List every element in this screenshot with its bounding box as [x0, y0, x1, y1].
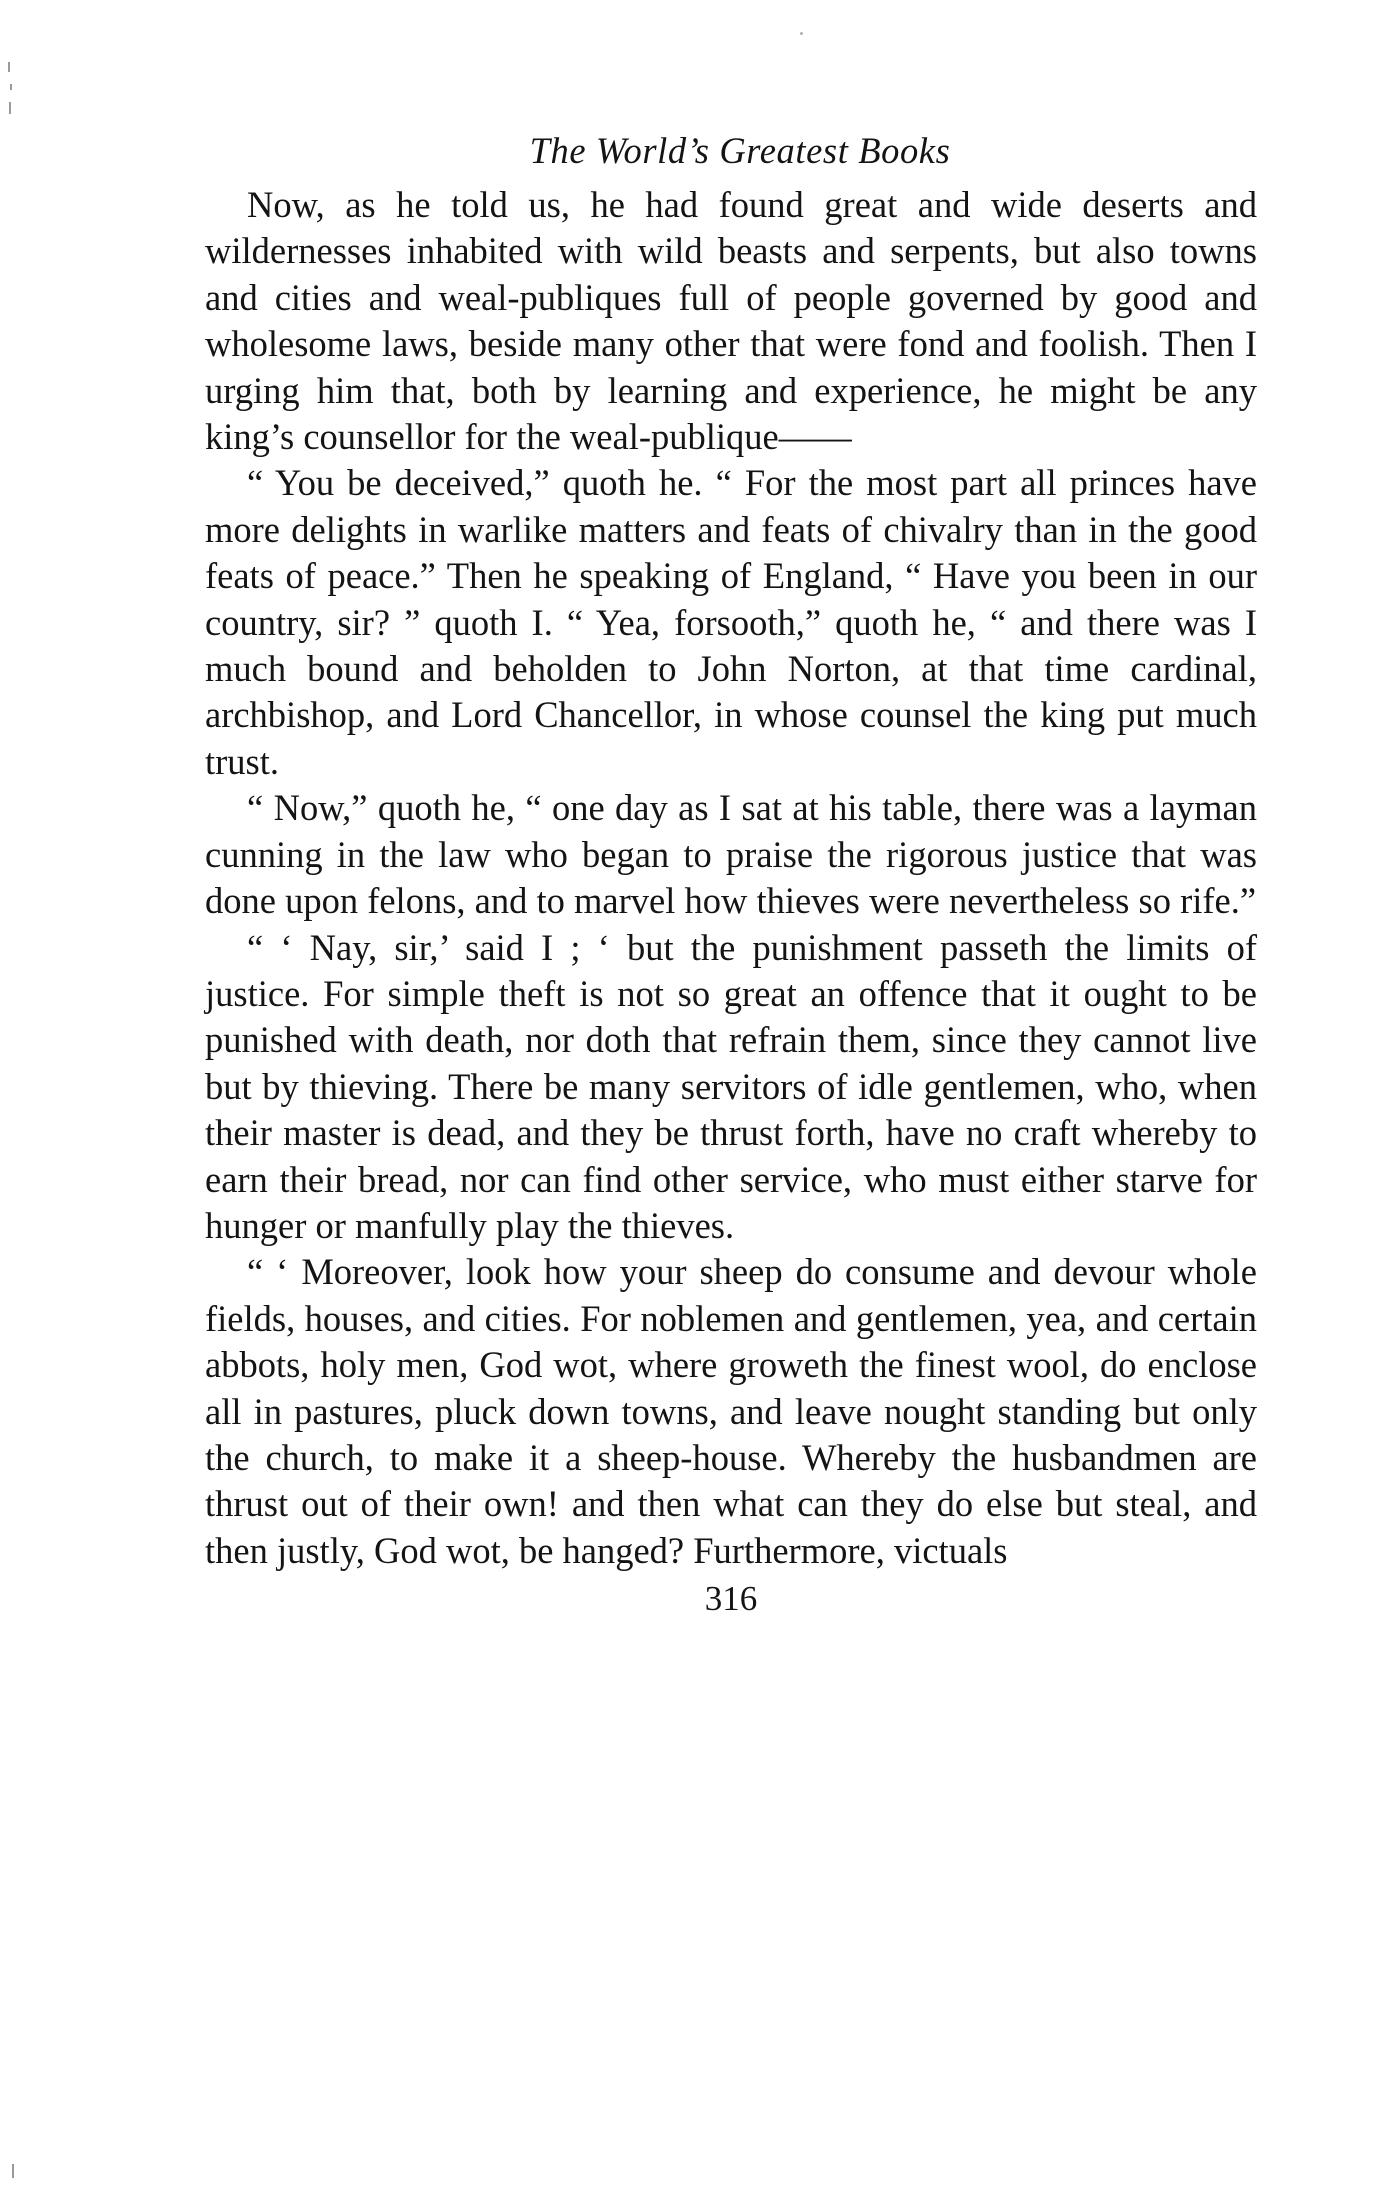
paragraph: “ You be deceived,” quoth he. “ For the most part all princes have more delights in warlike matters and feats of chivalry than in the good feats of peace.” Then he speaking of England, “ Have you been in our country, sir? ” quoth I. “ Yea, forsooth,” quoth he, “ and there was I much bound and beholden to John Norton, at that time cardinal, archbishop, and Lord Chancellor, in whose counsel the king put much trust.: [205, 462, 1257, 782]
book-page: [205, 128, 1257, 2128]
paragraph: “ ‘ Moreover, look how your sheep do consume and devour whole fields, houses, and cities. For noblemen and gentlemen, yea, and certain abbots, holy men, God wot, where groweth the finest wool, do enclose all in pastures, pluck down towns, and leave nought standing but only the church, to make it a sheep-house. Whereby the husbandmen are thrust out of their own! and then what can they do else but steal, and then justly, God wot, be hanged? Furthermore, victuals: [205, 1251, 1257, 1571]
page-number: 316: [704, 1579, 758, 1619]
bottom-margin-mark: [12, 2164, 14, 2178]
paragraph: “ ‘ Nay, sir,’ said I ; ‘ but the punishment passeth the limits of justice. For simple theft is not so great an offence that it ought to be punished with death, nor doth that refrain them, since they cannot live but by thieving. There be many servitors of idle gentlemen, who, when their master is dead, and they be thrust forth, have no craft whereby to earn their bread, nor can find other service, who must either starve for hunger or manfully play the thieves.: [205, 926, 1257, 1246]
paragraph: “ Now,” quoth he, “ one day as I sat at his table, there was a layman cunning in the law who began to praise the rigorous justice that was done upon felons, and to marvel how thieves were nevertheless so rife.”: [205, 787, 1257, 922]
running-head: The World’s Greatest Books: [529, 130, 951, 171]
margin-mark: [6, 62, 14, 122]
paragraph: Now, as he told us, he had found great and wide deserts and wildernesses inhabited with wild beasts and serpents, but also towns and cities and weal-publiques full of people governed by good and wholesome laws, beside many other that were fond and foolish. Then I urging him that, both by learning and experience, he might be any king’s counsellor for the weal-publique——: [205, 184, 1257, 458]
page-speck: [800, 32, 803, 35]
